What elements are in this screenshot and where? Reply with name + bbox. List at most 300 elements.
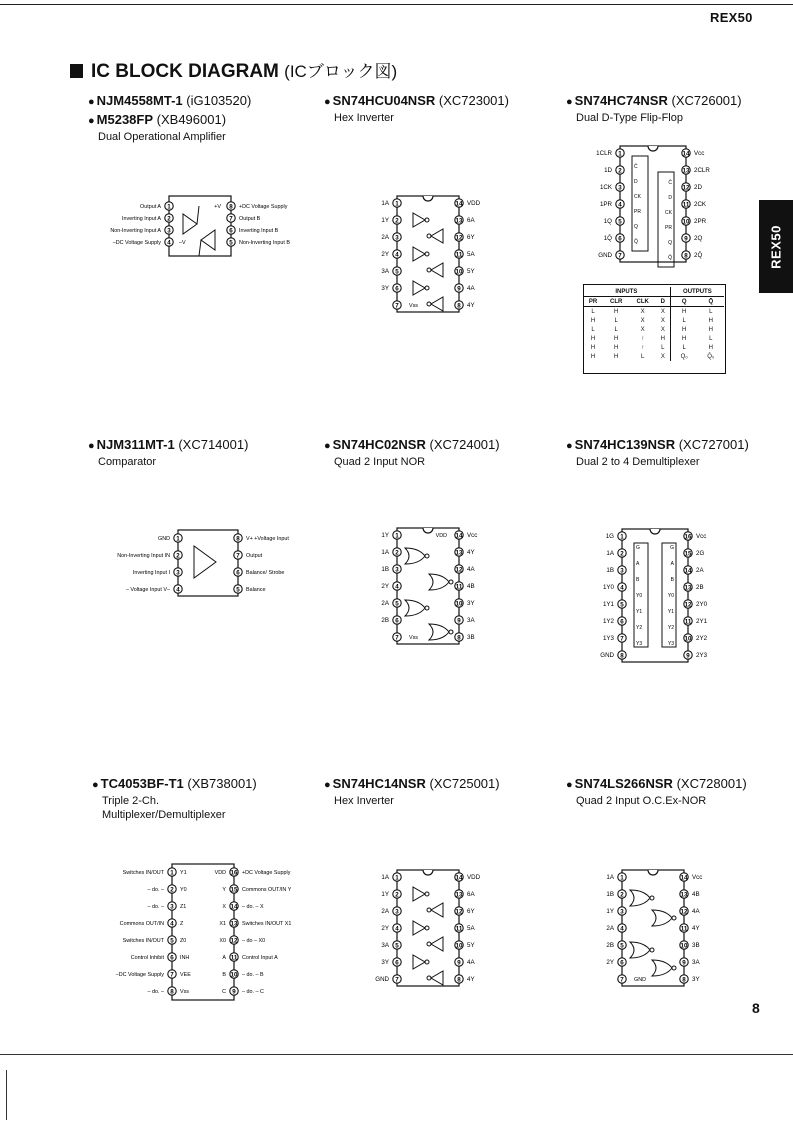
pin-label: VDD — [435, 533, 447, 539]
pin-number: 3 — [176, 569, 180, 577]
pin-label: 2Y — [381, 925, 389, 932]
title-sub: (ICブロック図) — [284, 62, 398, 81]
inverter-gate — [431, 937, 443, 951]
pin-number: 3 — [618, 184, 622, 192]
pin-label: – do. – — [147, 887, 164, 893]
pin-number: 8 — [682, 976, 686, 984]
chip-notch — [423, 870, 433, 875]
pin-number: 8 — [684, 252, 688, 260]
pin-number: 13 — [455, 891, 463, 899]
ic-description: Hex Inverter — [334, 112, 394, 124]
bullet-icon: ● — [566, 779, 573, 791]
pin-label: 4A — [467, 285, 475, 292]
ic-description: Dual 2 to 4 Demultiplexer — [576, 456, 700, 468]
pin-label: VDD — [467, 200, 481, 207]
pin-label: Q — [634, 224, 638, 230]
hc14-diagram — [350, 866, 500, 991]
pin-number: 1 — [620, 533, 624, 541]
chip-body — [622, 529, 688, 662]
pin-label: VEE — [180, 972, 191, 978]
pin-label: Control Inhibit — [130, 955, 164, 961]
pin-label: 5A — [467, 925, 475, 932]
pin-number: 3 — [170, 903, 174, 911]
pin-number: 12 — [684, 601, 692, 609]
pin-label: 2D — [694, 184, 702, 191]
pin-number: 12 — [230, 937, 238, 945]
truth-table-cell: L — [709, 308, 713, 315]
pin-label: Y1 — [667, 609, 674, 615]
pin-label: Y3 — [667, 641, 674, 647]
pin-number: 4 — [618, 201, 622, 209]
ic-block-hc74 — [566, 92, 742, 125]
pin-label: 1D — [604, 167, 612, 174]
pin-number: 11 — [680, 925, 688, 933]
truth-table-header-row — [583, 297, 724, 307]
truth-table-cell: H — [670, 307, 697, 317]
pin-number: 6 — [395, 617, 399, 625]
ls266-diagram — [582, 866, 732, 991]
truth-table-cell: Q₀ — [670, 352, 697, 361]
pin-label: Output B — [239, 216, 261, 222]
pin-number: 2 — [170, 886, 174, 894]
bullet-icon: ● — [566, 96, 573, 108]
hc02-diagram — [350, 524, 500, 649]
pin-number: 1 — [620, 874, 624, 882]
pin-number: 4 — [176, 586, 180, 594]
part-code: (XC728001) — [676, 776, 747, 791]
nor-gate — [630, 890, 650, 906]
pin-label: PR — [665, 225, 672, 231]
nor-gate — [630, 942, 650, 958]
pin-label: 1Y — [381, 217, 389, 224]
chip-body — [397, 528, 459, 644]
pin-label: 1Q̄ — [603, 235, 612, 242]
nor-gate — [652, 960, 672, 976]
chip-body — [397, 870, 459, 986]
pin-label: B — [636, 577, 640, 583]
pin-number: 4 — [395, 925, 399, 933]
pin-number: 1 — [395, 200, 399, 208]
page-title — [70, 57, 397, 83]
outputs-group-label: OUTPUTS — [670, 287, 724, 297]
pin-number: 1 — [176, 535, 180, 543]
pin-number: 5 — [229, 239, 233, 247]
inverter-gate — [413, 921, 425, 935]
pin-number: 6 — [395, 285, 399, 293]
title-main: IC BLOCK DIAGRAM — [91, 61, 279, 82]
pin-label: X — [222, 904, 226, 910]
pin-label: 6Y — [467, 234, 475, 241]
pin-number: 1 — [167, 203, 171, 211]
pin-label: – do. – — [147, 904, 164, 910]
pin-label: V+ +Voltage Input — [246, 536, 289, 542]
bottom-margin-mark — [6, 1070, 7, 1120]
inverter-gate — [413, 281, 425, 295]
pin-label: 1Y3 — [602, 635, 614, 642]
pin-number: 4 — [620, 584, 624, 592]
part-number: NJM311MT-1 — [96, 437, 175, 452]
truth-table-header: Q — [670, 297, 697, 307]
truth-table-cell: H — [614, 308, 619, 315]
pin-label: Z0 — [180, 938, 187, 944]
title-square-icon — [70, 64, 83, 78]
truth-table-cell: X — [640, 317, 645, 324]
hc139-diagram — [575, 525, 725, 665]
bullet-icon: ● — [88, 96, 95, 108]
pin-number: 15 — [684, 550, 692, 558]
pin-number: 4 — [395, 251, 399, 259]
pin-label: 2Y — [381, 583, 389, 590]
pin-label: VDD — [467, 874, 481, 881]
pin-label: 2A — [696, 567, 704, 574]
pin-number: 7 — [395, 976, 399, 984]
pin-number: 3 — [620, 908, 624, 916]
pin-label: 3A — [467, 617, 475, 624]
wire — [197, 206, 199, 224]
chip-notch — [648, 870, 658, 875]
flipflop-1 — [632, 156, 648, 251]
pin-number: 10 — [455, 942, 463, 950]
pin-number: 14 — [230, 903, 238, 911]
pin-label: 1Y0 — [602, 584, 614, 591]
truth-table-cell: H — [590, 317, 596, 324]
pin-label: 5Y — [467, 268, 475, 275]
pin-label: 4Y — [467, 976, 475, 983]
pin-label: Vcc — [694, 150, 705, 157]
opamp-a-triangle — [183, 214, 197, 234]
ic-name — [88, 92, 251, 111]
pin-label: 3Y — [381, 285, 389, 292]
pin-label: 1A — [606, 550, 614, 557]
opamp-b-triangle — [201, 230, 215, 250]
part-code: (XB496001) — [156, 112, 227, 127]
ic-name — [566, 775, 747, 794]
pin-number: 8 — [229, 203, 233, 211]
pin-number: 11 — [455, 925, 463, 933]
pin-number: 11 — [684, 618, 692, 626]
pin-label: VDD — [214, 870, 226, 876]
pin-label: 2B — [381, 617, 389, 624]
comparator-diagram — [80, 530, 330, 602]
truth-table-cell: X — [660, 317, 665, 324]
pin-number: 12 — [455, 908, 463, 916]
pin-label: Z1 — [180, 904, 187, 910]
pin-label: Switches IN/OUT — [122, 938, 164, 944]
pin-label: A — [636, 561, 640, 567]
pin-label: 1B — [606, 567, 614, 574]
flipflop-2 — [658, 172, 674, 267]
pin-number: 14 — [684, 567, 692, 575]
chip-notch — [650, 529, 660, 534]
pin-number: 14 — [455, 532, 463, 540]
bullet-icon: ● — [324, 779, 331, 791]
comparator-triangle — [194, 546, 216, 578]
pin-label: Inverting Input I — [132, 570, 170, 576]
pin-label: 1CLR — [596, 150, 612, 157]
page-number: 8 — [752, 1000, 760, 1016]
part-number: SN74HC74NSR — [574, 93, 668, 108]
pin-label: 1G — [605, 533, 614, 540]
pin-label: Q̄ — [634, 239, 638, 245]
pin-number: 7 — [170, 971, 174, 979]
pin-label: 2Y — [381, 251, 389, 258]
pin-label: – do – X0 — [242, 938, 266, 944]
pin-label: 2G — [696, 550, 705, 557]
ic-description: Dual D-Type Flip-Flop — [576, 112, 683, 124]
pin-label: 5Y — [467, 942, 475, 949]
pin-label: 2B — [606, 942, 614, 949]
part-number: NJM4558MT-1 — [96, 93, 183, 108]
truth-table-cell: H — [660, 335, 665, 342]
opamp-diagram — [70, 190, 290, 270]
part-number: TC4053BF-T1 — [100, 776, 184, 791]
ic-description: Comparator — [98, 456, 157, 468]
inverter-gate — [431, 971, 443, 985]
ic-name — [92, 775, 262, 794]
ic-description: Triple 2-Ch. Multiplexer/Demultiplexer — [102, 795, 226, 821]
pin-label: GND — [600, 652, 614, 659]
pin-number: 10 — [455, 600, 463, 608]
pin-label: 1A — [381, 549, 389, 556]
pin-label: Y1 — [636, 609, 643, 615]
pin-number: 5 — [395, 942, 399, 950]
truth-table-cell: H — [590, 344, 596, 351]
pin-label: Y2 — [636, 625, 643, 631]
pin-number: 13 — [680, 891, 688, 899]
pin-number: 10 — [680, 942, 688, 950]
pin-label: –V — [179, 240, 186, 246]
pin-number: 1 — [395, 874, 399, 882]
pin-label: 3A — [692, 959, 700, 966]
pin-number: 8 — [620, 652, 624, 660]
part-number: SN74HC139NSR — [574, 437, 676, 452]
pin-label: Z — [180, 921, 184, 927]
pin-label: GND — [598, 252, 612, 259]
truth-table-cell: L — [709, 335, 713, 342]
pin-label: CK — [665, 210, 672, 216]
pin-number: 9 — [686, 652, 690, 660]
inverter-gate — [413, 213, 425, 227]
truth-table — [583, 287, 724, 361]
pin-label: 1Y — [606, 908, 614, 915]
pin-number: 7 — [395, 302, 399, 310]
inverter-gate — [431, 903, 443, 917]
pin-label: X1 — [219, 921, 226, 927]
pin-number: 5 — [170, 937, 174, 945]
pin-number: 5 — [236, 586, 240, 594]
ic-description: Quad 2 Input NOR — [334, 456, 426, 468]
pin-number: 9 — [457, 617, 461, 625]
pin-number: 14 — [455, 200, 463, 208]
truth-table-header: CLR — [603, 297, 629, 307]
pin-label: 6A — [467, 891, 475, 898]
pin-label: 3B — [467, 634, 475, 641]
truth-table-cell: X — [660, 308, 665, 315]
part-code: (XC714001) — [178, 437, 249, 452]
pin-label: GND — [634, 977, 646, 983]
pin-label: X0 — [219, 938, 226, 944]
pin-number: 6 — [395, 959, 399, 967]
pin-label: 2A — [381, 234, 389, 241]
truth-table-cell: L — [670, 343, 697, 352]
part-code: (XC723001) — [438, 93, 509, 108]
pin-number: 4 — [620, 925, 624, 933]
ic-name — [324, 436, 500, 455]
part-code: (XC725001) — [429, 776, 500, 791]
ic-block-comparator — [88, 436, 248, 469]
side-tab-label: REX50 — [768, 224, 784, 269]
pin-number: 12 — [455, 566, 463, 574]
pin-label: 1B — [606, 891, 614, 898]
inverter-gate — [413, 247, 425, 261]
pin-label: 1B — [381, 566, 389, 573]
truth-table-cell: L — [614, 326, 618, 333]
pin-label: Vss — [180, 989, 189, 995]
chip-body — [172, 864, 234, 1000]
pin-number: 5 — [620, 942, 624, 950]
truth-table-cell: H — [590, 335, 596, 342]
pin-label: 2Y — [606, 959, 614, 966]
nor-gate — [652, 910, 672, 926]
side-tab — [759, 200, 793, 293]
ic-block-ls266 — [566, 775, 747, 808]
ic-name — [88, 436, 248, 455]
nor-gate — [429, 624, 449, 640]
truth-table-cell: H — [708, 344, 713, 351]
ic-name — [324, 775, 500, 794]
pin-label: – do. – X — [242, 904, 264, 910]
inverter-gate — [413, 887, 425, 901]
pin-label: 2Y3 — [696, 652, 708, 659]
pin-label: D — [634, 179, 638, 185]
pin-label: 2PR — [694, 218, 707, 225]
pin-label: 1PR — [599, 201, 612, 208]
truth-table-header: PR — [583, 297, 603, 307]
pin-number: 9 — [457, 285, 461, 293]
truth-table-cell: X — [660, 326, 665, 333]
pin-label: C — [222, 989, 226, 995]
pin-number: 8 — [457, 302, 461, 310]
pin-label: Output — [246, 553, 263, 559]
pin-label: Switches IN/OUT X1 — [242, 921, 292, 927]
pin-number: 3 — [620, 567, 624, 575]
pin-label: 4B — [692, 891, 700, 898]
pin-label: Balance — [246, 587, 266, 593]
pin-label: Y3 — [636, 641, 643, 647]
pin-label: 1A — [606, 874, 614, 881]
pin-label: GND — [158, 536, 170, 542]
pin-label: Y0 — [636, 593, 643, 599]
hcu04-diagram — [350, 192, 500, 317]
pin-label: Non-Inverting Input B — [239, 240, 290, 246]
truth-table-group-row — [583, 287, 724, 297]
inverter-gate — [431, 229, 443, 243]
wire — [199, 240, 201, 256]
pin-label: Y1 — [180, 870, 187, 876]
pin-label: Y0 — [180, 887, 187, 893]
pin-label: Non-Inverting Input IN — [117, 553, 170, 559]
pin-number: 13 — [230, 920, 238, 928]
pin-number: 2 — [618, 167, 622, 175]
pin-number: 6 — [236, 569, 240, 577]
pin-number: 11 — [455, 251, 463, 259]
pin-label: – Voltage Input V– — [125, 587, 170, 593]
pin-label: +DC Voltage Supply — [239, 204, 288, 210]
bullet-icon: ● — [566, 440, 573, 452]
pin-number: 11 — [682, 201, 690, 209]
pin-number: 10 — [230, 971, 238, 979]
pin-label: 1Y — [381, 532, 389, 539]
pin-label: Switches IN/OUT — [122, 870, 164, 876]
pin-number: 16 — [684, 533, 692, 541]
pin-label: Vss — [409, 635, 418, 641]
tc4053-diagram — [90, 862, 360, 1004]
bullet-icon: ● — [92, 779, 99, 791]
pin-label: 3Y — [381, 959, 389, 966]
ic-block-hc14 — [324, 775, 500, 808]
truth-table-header: CLK — [629, 297, 655, 307]
pin-label: 4A — [692, 908, 700, 915]
ic-name — [566, 92, 742, 111]
pin-label: Y — [222, 887, 226, 893]
chip-body — [178, 530, 238, 596]
pin-label: 1A — [381, 200, 389, 207]
pin-number: 1 — [395, 532, 399, 540]
nor-gate — [405, 600, 425, 616]
pin-label: 1CK — [599, 184, 612, 191]
pin-number: 6 — [618, 235, 622, 243]
pin-label: 2CLR — [694, 167, 710, 174]
pin-number: 14 — [680, 874, 688, 882]
pin-label: 2Y1 — [696, 618, 708, 625]
pin-number: 3 — [395, 908, 399, 916]
pin-number: 2 — [395, 549, 399, 557]
pin-number: 7 — [618, 252, 622, 260]
pin-label: Output A — [140, 204, 161, 210]
pin-label: – do. – C — [242, 989, 264, 995]
truth-table-cell: H — [670, 325, 697, 334]
pin-number: 8 — [236, 535, 240, 543]
pin-number: 4 — [395, 583, 399, 591]
pin-label: G — [636, 545, 640, 551]
part-number: M5238FP — [96, 112, 154, 127]
pin-label: 1Y2 — [602, 618, 614, 625]
pin-number: 5 — [618, 218, 622, 226]
truth-table-cell: X — [640, 326, 645, 333]
part-number: SN74HCU04NSR — [332, 93, 436, 108]
part-code: (XC727001) — [678, 437, 749, 452]
truth-table-cell: H — [708, 326, 713, 333]
pin-label: 6Y — [467, 908, 475, 915]
pin-number: 2 — [395, 217, 399, 225]
bullet-icon: ● — [324, 96, 331, 108]
pin-label: 1Q — [603, 218, 612, 225]
pin-number: 11 — [230, 954, 238, 962]
chip-body — [622, 870, 684, 986]
pin-label: Non-Inverting Input A — [110, 228, 161, 234]
pin-label: 4Y — [692, 925, 700, 932]
pin-label: A — [222, 955, 226, 961]
pin-label: 2Y2 — [696, 635, 708, 642]
pin-number: 7 — [620, 635, 624, 643]
pin-number: 8 — [457, 634, 461, 642]
pin-label: 3Y — [467, 600, 475, 607]
ic-block-tc4053 — [92, 775, 262, 822]
pin-number: 2 — [167, 215, 171, 223]
pin-label: 1A — [381, 874, 389, 881]
truth-table-row — [583, 307, 724, 317]
ic-name — [566, 436, 749, 455]
